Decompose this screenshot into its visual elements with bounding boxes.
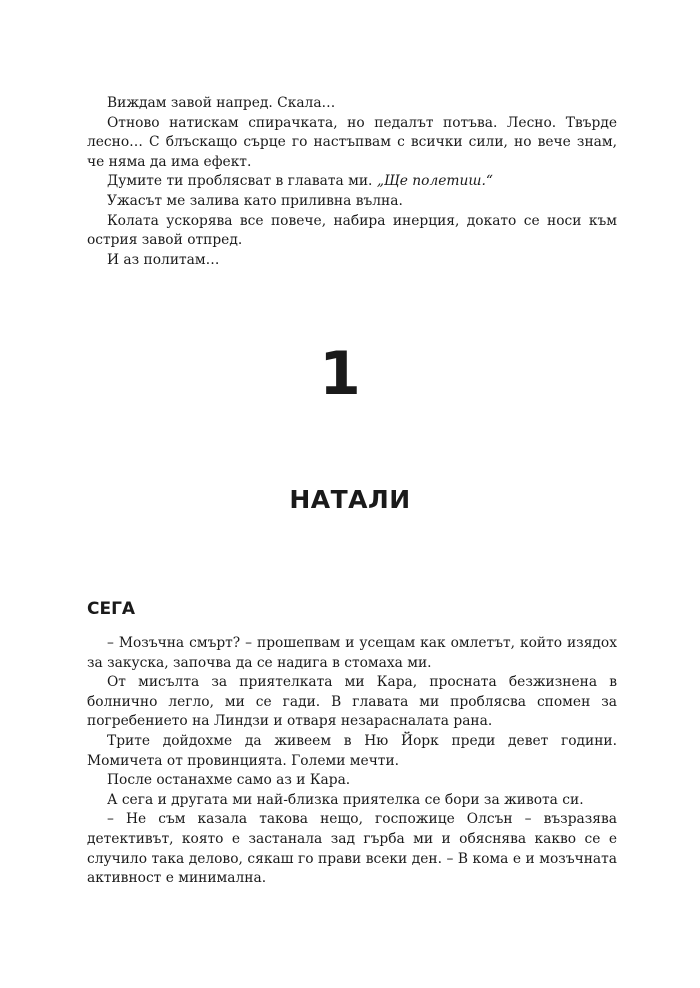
prologue-text	[87, 94, 617, 270]
paragraph: – Мозъчна смърт? – прошепвам и усещам как омлетът, който изядох за закуска, започва да се надига в стомаха ми.	[87, 635, 617, 671]
chapter-title: НАТАЛИ	[289, 485, 411, 514]
paragraph: После останахме само аз и Кара.	[107, 772, 351, 789]
paragraph: – Не съм казала такова нещо, госпожице Олсън – възразява детективът, която е застанала зад гърба ми и обяснява какво се е случило така делово, сякаш го прави всеки ден. – В кома е и мозъчната активност е минимална.	[87, 811, 617, 887]
paragraph: Отново натискам спирачката, но педалът потъва. Лесно. Твърде лесно… С блъскащо сърце го настъпвам с всички сили, но вече знам, че няма да има ефект.	[87, 114, 617, 170]
paragraph: И аз политам…	[107, 251, 220, 268]
paragraph: А сега и другата ми най-близка приятелка се бори за живота си.	[107, 791, 584, 808]
paragraph: Ужасът ме залива като приливна вълна.	[107, 192, 403, 209]
chapter-number: 1	[319, 339, 361, 409]
paragraph	[87, 172, 617, 192]
section-title: СЕГА	[87, 599, 136, 619]
paragraph: От мисълта за приятелката ми Кара, просната безжизнена в болнично легло, ми се гади. В главата ми проблясва спомен за погребението на Линдзи и отваря незарасналата рана.	[87, 674, 617, 730]
chapter-text	[87, 634, 617, 889]
italic-quote: „Ще полетиш.“	[376, 173, 493, 190]
paragraph: Трите дойдохме да живеем в Ню Йорк преди девет години. Момичета от провинцията. Големи мечти.	[87, 732, 617, 769]
paragraph: Виждам завой напред. Скала…	[107, 95, 336, 111]
paragraph-text: Думите ти проблясват в главата ми.	[107, 173, 377, 190]
paragraph: Колата ускорява все повече, набира инерция, докато се носи към острия завой отпред.	[87, 212, 617, 249]
